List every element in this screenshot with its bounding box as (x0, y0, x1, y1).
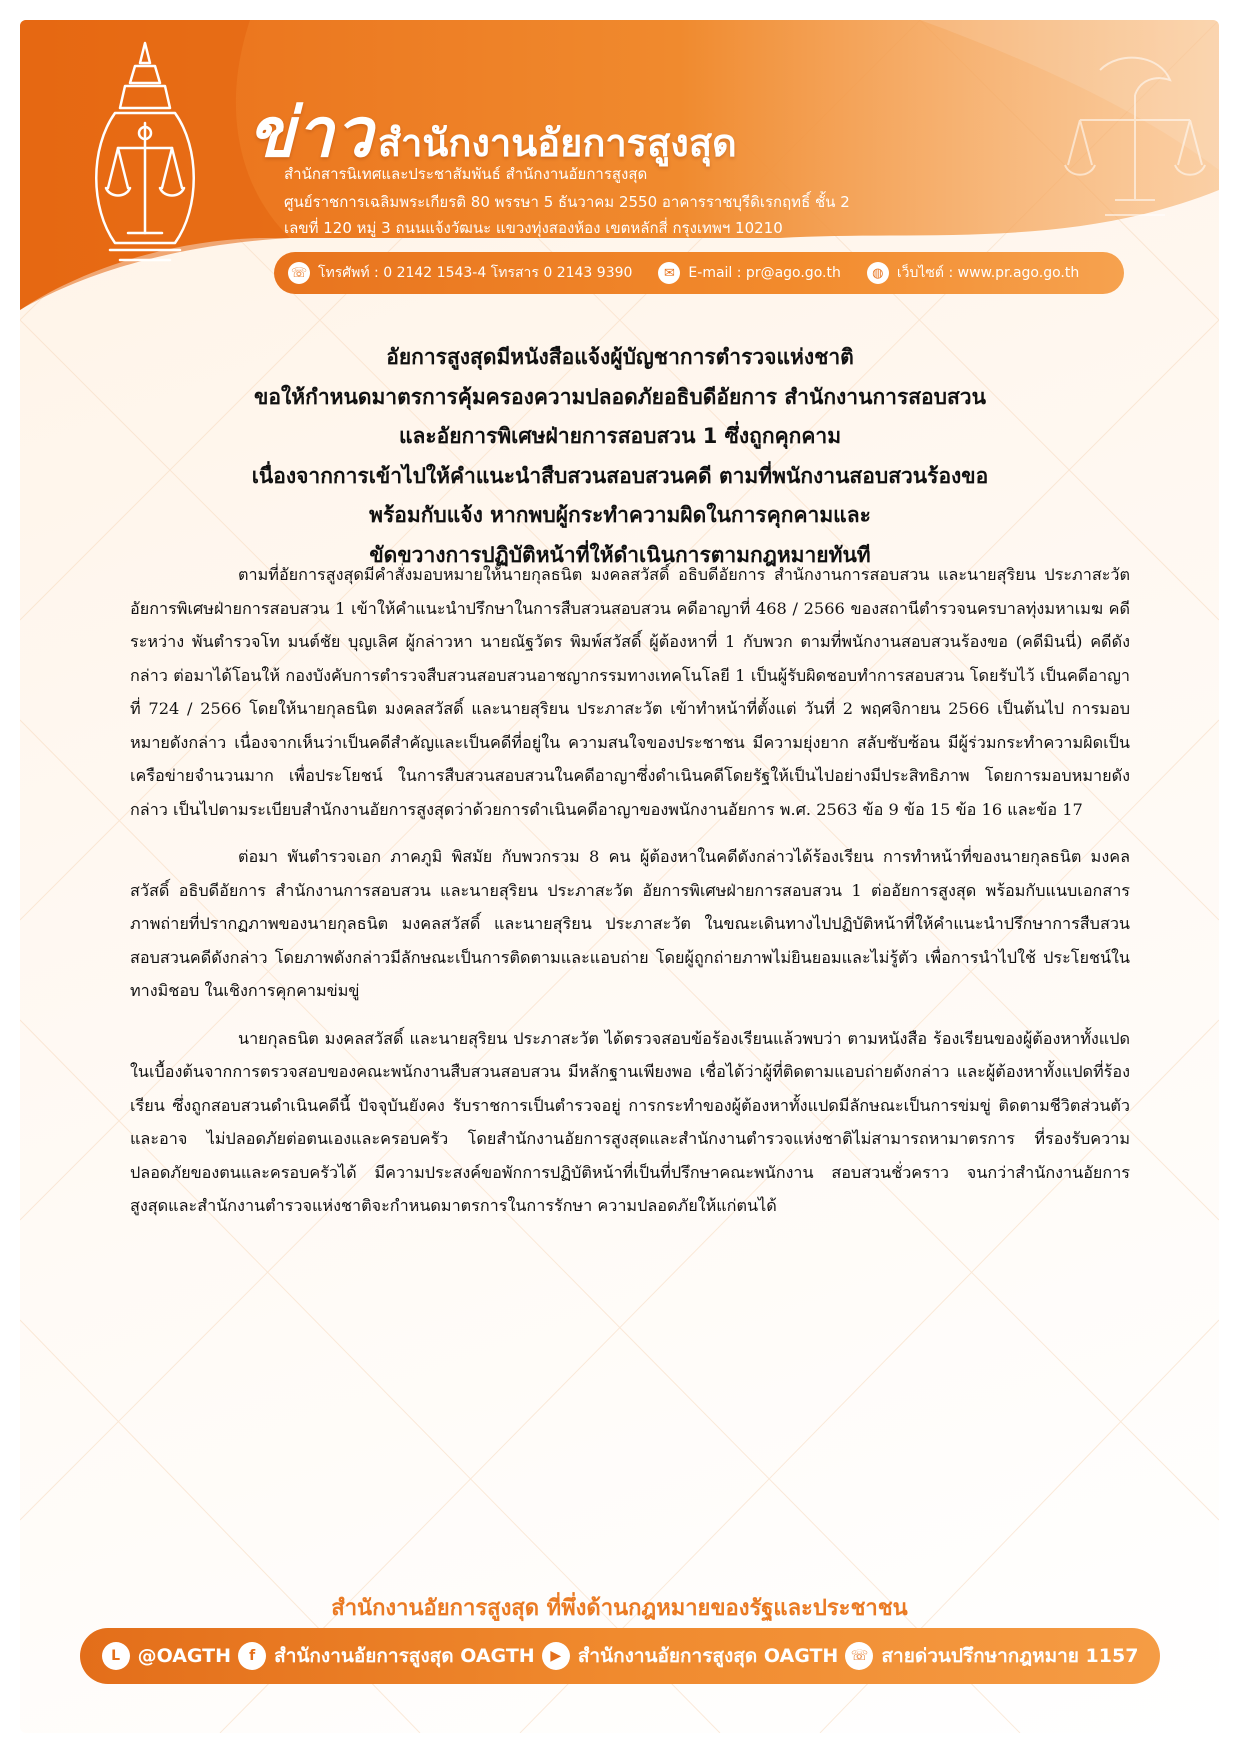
contact-bar (274, 252, 1124, 294)
headline-line-5: พร้อมกับแจ้ง หากพบผู้กระทำความผิดในการคุกคามและ (369, 503, 871, 527)
headline-line-4: เนื่องจากการเข้าไปให้คำแนะนำสืบสวนสอบสวนคดี ตามที่พนักงานสอบสวนร้องขอ (251, 463, 989, 488)
line-icon: L (102, 1642, 130, 1670)
footer-youtube-label[interactable]: สำนักงานอัยการสูงสุด OAGTH (577, 1645, 839, 1667)
contact-email[interactable] (658, 262, 840, 284)
masthead-title-main: ข่าว (248, 94, 374, 173)
news-body (130, 558, 1130, 1237)
ago-emblem-icon (80, 38, 210, 273)
address-line-1: สำนักสารนิเทศและประชาสัมพันธ์ สำนักงานอัยการสูงสุด (284, 165, 648, 183)
footer-bar (80, 1628, 1160, 1684)
contact-phone (288, 262, 632, 284)
footer-item-hotline[interactable] (845, 1641, 1138, 1671)
footer-hotline-label[interactable]: สายด่วนปรึกษากฎหมาย 1157 (881, 1645, 1139, 1667)
footer-item-facebook[interactable] (238, 1641, 535, 1671)
contact-email-text[interactable]: E-mail : pr@ago.go.th (688, 265, 841, 281)
phone-icon: ☏ (288, 262, 310, 284)
footer-item-youtube[interactable] (542, 1641, 839, 1671)
masthead-title-sub: สำนักงานอัยการสูงสุด (377, 121, 737, 165)
headline-line-6: ขัดขวางการปฏิบัติหน้าที่ให้ดำเนินการตามกฎหมายทันที (369, 542, 871, 567)
footer-item-line[interactable] (102, 1642, 231, 1670)
header (20, 20, 1219, 310)
phone-icon: ☏ (845, 1642, 873, 1670)
headline-line-3: และอัยการพิเศษฝ่ายการสอบสวน 1 ซึ่งถูกคุกคาม (398, 424, 842, 448)
headline-line-1: อัยการสูงสุดมีหนังสือแจ้งผู้บัญชาการตำรวจแห่งชาติ (386, 345, 854, 369)
justice-scales-icon (1060, 50, 1210, 230)
contact-website-text[interactable]: เว็บไซต์ : www.pr.ago.go.th (896, 265, 1080, 281)
globe-icon: ◍ (867, 262, 889, 284)
address-line-3: เลขที่ 120 หมู่ 3 ถนนแจ้งวัฒนะ แขวงทุ่งสองห้อง เขตหลักสี่ กรุงเทพฯ 10210 (284, 219, 783, 237)
body-paragraph-2: ต่อมา พันตำรวจเอก ภาคภูมิ พิสมัย กับพวกรวม 8 คน ผู้ต้องหาในคดีดังกล่าวได้ร้องเรียน การทำหน้าที่ของนายกุลธนิต มงคลสวัสดิ์ อธิบดีอัยการ สำนักงานการสอบสวน และนายสุริยน ประภาสะวัต อัยการพิเศษฝ่ายการสอบสวน 1 ต่ออัยการสูงสุด พร้อมกับแนบเอกสารภาพถ่ายที่ปรากฏภาพของนายกุลธนิต มงคลสวัสดิ์ และนายสุริยน ประภาสะวัต ในขณะเดินทางไปปฏิบัติหน้าที่ให้คำแนะนำปรึกษาการสืบสวนสอบสวนคดีดังกล่าว โดยภาพดังกล่าวมีลักษณะเป็นการติดตามและแอบถ่าย โดยผู้ถูกถ่ายภาพไม่ยินยอมและไม่รู้ตัว เพื่อการนำไปใช้ ประโยชน์ในทางมิชอบ ในเชิงการคุกคามข่มขู่ (130, 847, 1130, 1000)
youtube-icon: ▶ (542, 1642, 570, 1670)
address-line-2: ศูนย์ราชการเฉลิมพระเกียรติ 80 พรรษา 5 ธันวาคม 2550 อาคารราชบุรีดิเรกฤทธิ์ ชั้น 2 (284, 193, 850, 211)
news-headline (120, 338, 1120, 575)
footer-slogan: สำนักงานอัยการสูงสุด ที่พึ่งด้านกฎหมายของรัฐและประชาชน (331, 1596, 908, 1621)
footer-facebook-label[interactable]: สำนักงานอัยการสูงสุด OAGTH (274, 1645, 535, 1667)
contact-phone-text: โทรศัพท์ : 0 2142 1543-4 โทรสาร 0 2143 9390 (318, 265, 633, 281)
headline-line-2: ขอให้กำหนดมาตรการคุ้มครองความปลอดภัยอธิบดีอัยการ สำนักงานการสอบสวน (254, 384, 986, 409)
email-icon: ✉ (658, 262, 680, 284)
page-frame (20, 20, 1219, 1733)
footer-line-label[interactable]: @OAGTH (137, 1645, 232, 1667)
facebook-icon: f (238, 1642, 266, 1670)
body-paragraph-3: นายกุลธนิต มงคลสวัสดิ์ และนายสุริยน ประภาสะวัต ได้ตรวจสอบข้อร้องเรียนแล้วพบว่า ตามหนังสือ ร้องเรียนของผู้ต้องหาทั้งแปด ในเบื้องต้นจากการตรวจสอบของคณะพนักงานสืบสวนสอบสวน มีหลักฐานเพียงพอ เชื่อได้ว่าผู้ที่ติดตามแอบถ่ายดังกล่าว และผู้ต้องหาทั้งแปดที่ร้องเรียน ซึ่งถูกสอบสวนดำเนินคดีนี้ ปัจจุบันยังคง รับราชการเป็นตำรวจอยู่ การกระทำของผู้ต้องหาทั้งแปดมีลักษณะเป็นการข่มขู่ ติดตามชีวิตส่วนตัว และอาจ ไม่ปลอดภัยต่อตนเองและครอบครัว โดยสำนักงานอัยการสูงสุดและสำนักงานตำรวจแห่งชาติไม่สามารถหามาตรการ ที่รองรับความปลอดภัยของตนและครอบครัวได้ มีความประสงค์ขอพักการปฏิบัติหน้าที่เป็นที่ปรึกษาคณะพนักงาน สอบสวนชั่วคราว จนกว่าสำนักงานอัยการสูงสุดและสำนักงานตำรวจแห่งชาติจะกำหนดมาตรการในการรักษา ความปลอดภัยให้แก่ตนได้ (130, 1028, 1130, 1215)
contact-website[interactable] (867, 262, 1079, 284)
body-paragraph-1: ตามที่อัยการสูงสุดมีคำสั่งมอบหมายให้นายกุลธนิต มงคลสวัสดิ์ อธิบดีอัยการ สำนักงานการสอบสวน และนายสุริยน ประภาสะวัต อัยการพิเศษฝ่ายการสอบสวน 1 เข้าให้คำแนะนำปรึกษาในการสืบสวนสอบสวน คดีอาญาที่ 468 / 2566 ของสถานีตำรวจนครบาลทุ่งมหาเมฆ คดีระหว่าง พันตำรวจโท มนต์ชัย บุญเลิศ ผู้กล่าวหา นายณัฐวัตร พิมพ์สวัสดิ์ ผู้ต้องหาที่ 1 กับพวก ตามที่พนักงานสอบสวนร้องขอ (คดีมินนี่) คดีดังกล่าว ต่อมาได้โอนให้ กองบังคับการตำรวจสืบสวนสอบสวนอาชญากรรมทางเทคโนโลยี 1 เป็นผู้รับผิดชอบทำการสอบสวน โดยรับไว้ เป็นคดีอาญาที่ 724 / 2566 โดยให้นายกุลธนิต มงคลสวัสดิ์ และนายสุริยน ประภาสะวัต เข้าทำหน้าที่ตั้งแต่ วันที่ 2 พฤศจิกายน 2566 เป็นต้นไป การมอบหมายดังกล่าว เนื่องจากเห็นว่าเป็นคดีสำคัญและเป็นคดีที่อยู่ใน ความสนใจของประชาชน มีความยุ่งยาก สลับซับซ้อน มีผู้ร่วมกระทำความผิดเป็นเครือข่ายจำนวนมาก เพื่อประโยชน์ ในการสืบสวนสอบสวนในคดีอาญาซึ่งดำเนินคดีโดยรัฐให้เป็นไปอย่างมีประสิทธิภาพ โดยการมอบหมายดังกล่าว เป็นไปตามระเบียบสำนักงานอัยการสูงสุดว่าด้วยการดำเนินคดีอาญาของพนักงานอัยการ พ.ศ. 2563 ข้อ 9 ข้อ 15 ข้อ 16 และข้อ 17 (130, 565, 1130, 819)
